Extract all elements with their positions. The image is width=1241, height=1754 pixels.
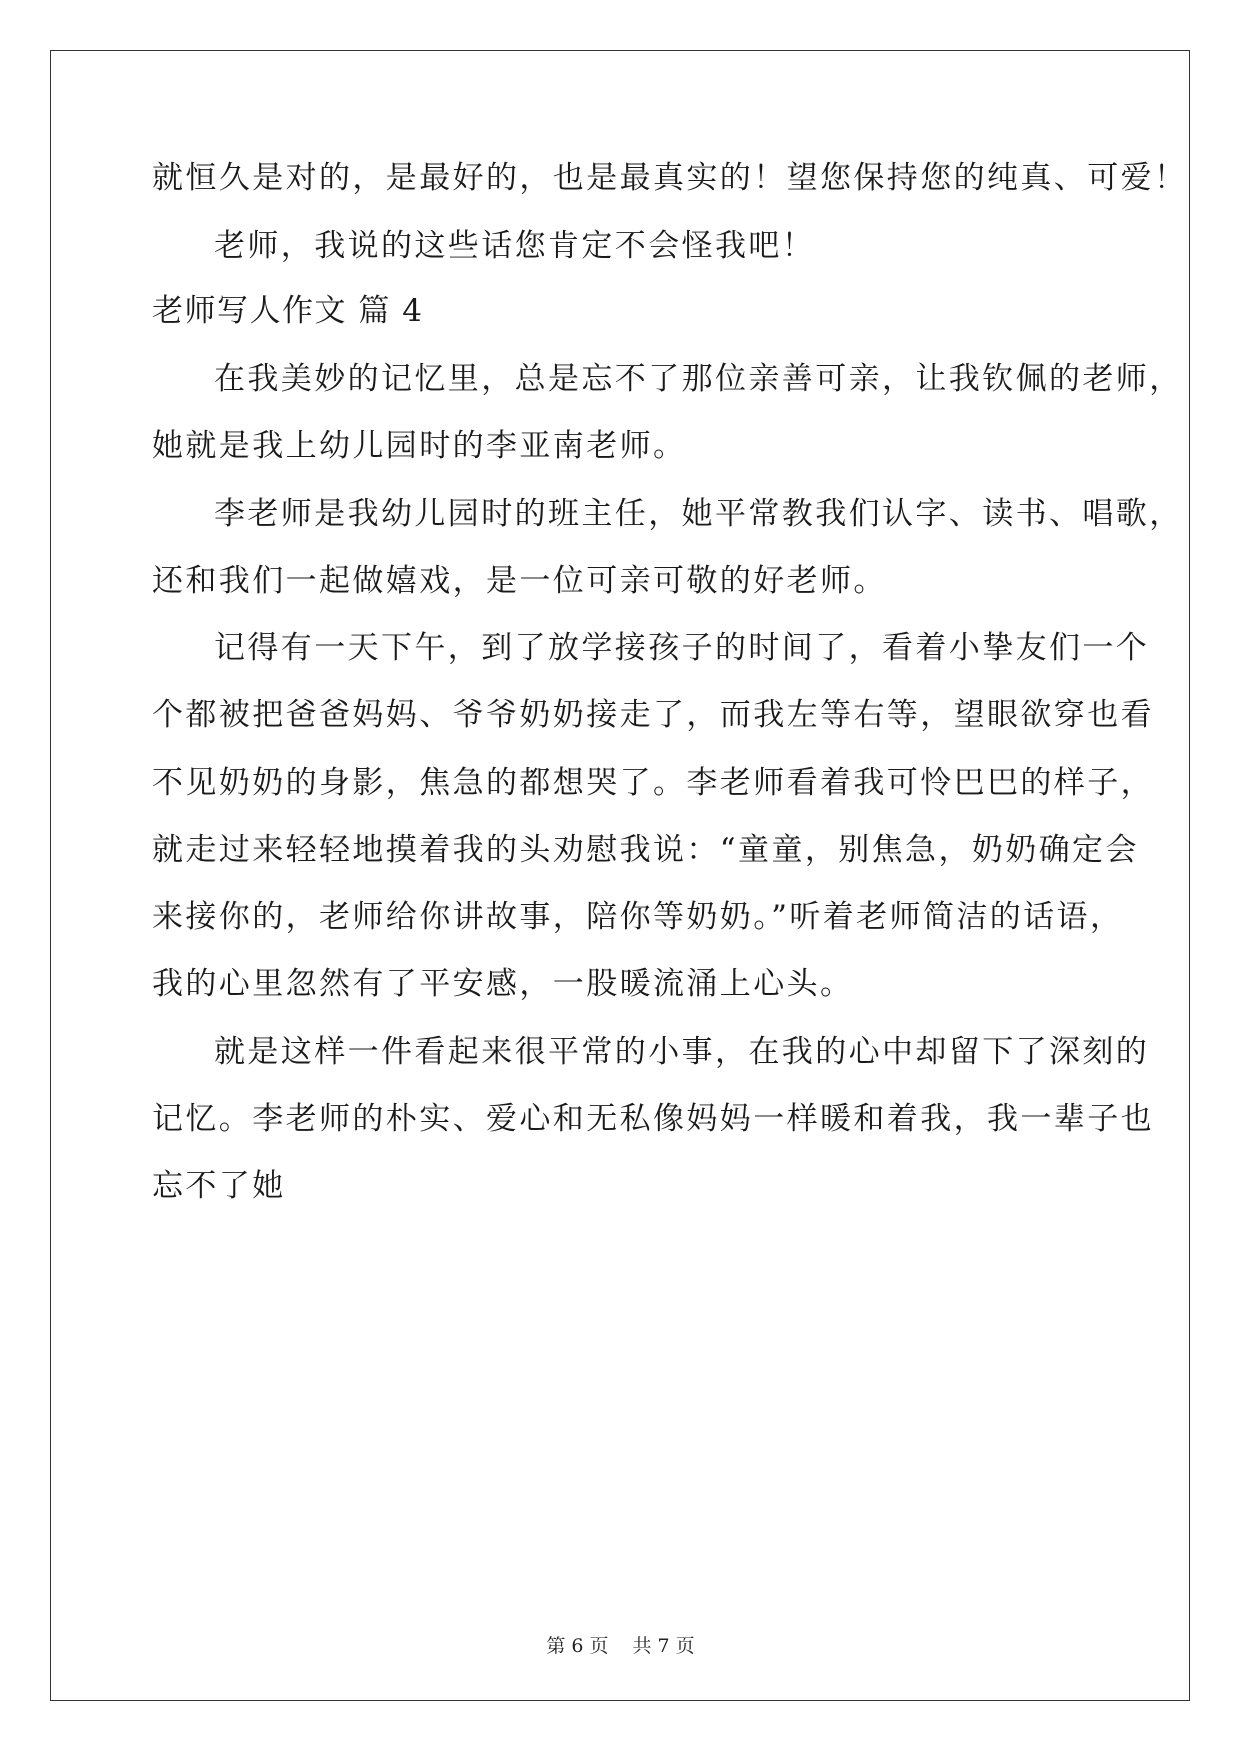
page-footer (0, 1634, 1241, 1658)
text-line: 李老师是我幼儿园时的班主任，她平常教我们认字、读书、唱歌， (214, 496, 1183, 532)
text-line: 记忆。李老师的朴实、爱心和无私像妈妈一样暖和着我，我一辈子也 (152, 1101, 1154, 1137)
text-line: 还和我们一起做嬉戏，是一位可亲可敬的好老师。 (152, 563, 887, 599)
text-line: 忘不了她 (152, 1168, 286, 1204)
text-line: 就走过来轻轻地摸着我的头劝慰我说：“童童，别焦急，奶奶确定会 (152, 832, 1139, 868)
text-line: 不见奶奶的身影，焦急的都想哭了。李老师看着我可怜巴巴的样子， (152, 765, 1154, 801)
text-line: 就是这样一件看起来很平常的小事，在我的心中却留下了深刻的 (214, 1034, 1150, 1070)
text-line: 我的心里忽然有了平安感，一股暖流涌上心头。 (152, 966, 854, 1002)
text-line: 来接你的，老师给你讲故事，陪你等奶奶。”听着老师简洁的话语， (152, 899, 1124, 935)
text-line: 记得有一天下午，到了放学接孩子的时间了，看着小挚友们一个 (214, 630, 1150, 666)
text-line: 个都被把爸爸妈妈、爷爷奶奶接走了，而我左等右等，望眼欲穿也看 (152, 697, 1154, 733)
text-line: 老师，我说的这些话您肯定不会怪我吧！ (214, 228, 816, 264)
page-number: 第 6 页 (546, 1635, 609, 1657)
text-line: 就恒久是对的，是最好的，也是最真实的！望您保持您的纯真、可爱！ (152, 160, 1188, 196)
text-line: 她就是我上幼儿园时的李亚南老师。 (152, 428, 687, 464)
section-heading: 老师写人作文 篇 4 (152, 293, 424, 329)
text-line: 在我美妙的记忆里，总是忘不了那位亲善可亲，让我钦佩的老师， (214, 361, 1183, 397)
page-total: 共 7 页 (632, 1635, 695, 1657)
